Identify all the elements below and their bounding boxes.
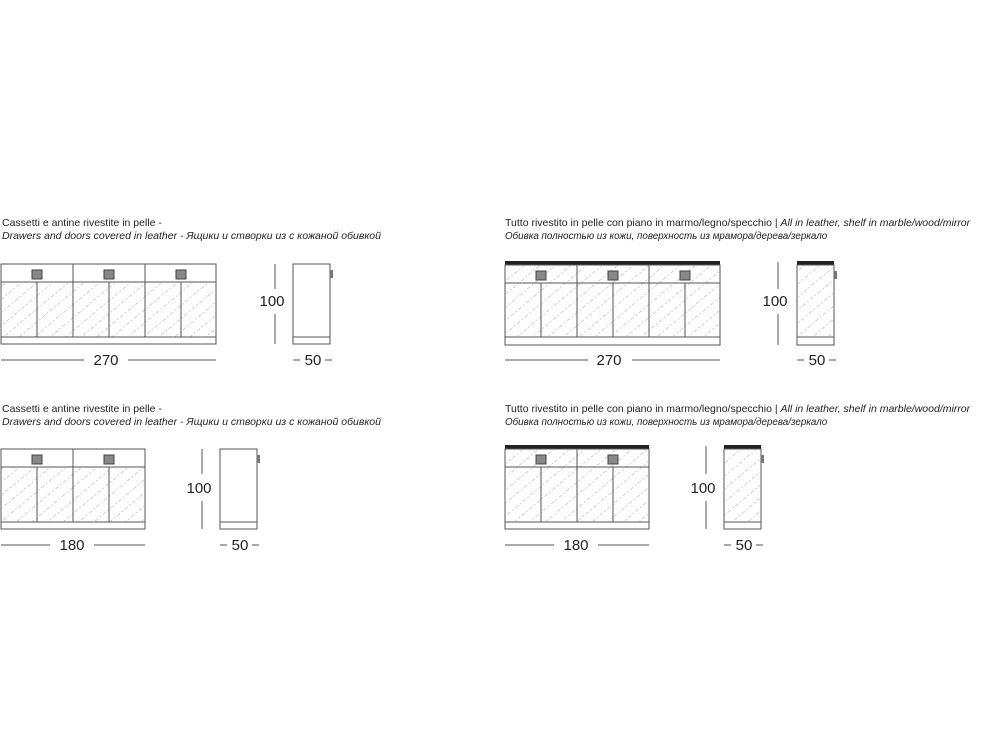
depth-dimension	[797, 352, 836, 369]
width-dimension	[505, 352, 720, 369]
width-label: 180	[59, 537, 85, 554]
drawer-handle-icon	[536, 455, 546, 464]
side-handle-icon	[257, 455, 260, 463]
sideboard-180-front-view	[1, 449, 145, 529]
caption-italic: All in leather, shelf in marble/wood/mirror	[780, 217, 971, 229]
drawer-handle-icon	[32, 455, 42, 464]
caption-line-1: Cassetti e antine rivestite in pelle -	[2, 403, 162, 415]
depth-dimension	[220, 537, 259, 554]
width-label: 270	[596, 352, 622, 369]
sideboard-270-leather-side-view	[797, 261, 837, 345]
drawer-handle-icon	[104, 270, 114, 279]
height-dimension	[186, 449, 211, 529]
height-label: 100	[186, 480, 212, 497]
depth-label: 50	[231, 537, 249, 554]
width-label: 270	[93, 352, 119, 369]
caption-line-2: Обивка полностью из кожи, поверхность из мрамора/дерева/зеркало	[505, 231, 828, 242]
side-handle-icon	[761, 455, 764, 463]
depth-label: 50	[304, 352, 322, 369]
sideboard-180-leather-side-view	[724, 445, 764, 529]
caption-plain: Tutto rivestito in pelle con piano in marmo/legno/specchio |	[505, 403, 781, 415]
depth-dimension	[724, 537, 763, 554]
sideboard-180-leather-front-view	[505, 445, 649, 529]
depth-dimension	[293, 352, 332, 369]
height-label: 100	[690, 480, 716, 497]
drawer-handle-icon	[104, 455, 114, 464]
caption-line-1: Cassetti e antine rivestite in pelle -	[2, 217, 162, 229]
depth-label: 50	[808, 352, 826, 369]
caption-line-2: Обивка полностью из кожи, поверхность из мрамора/дерева/зеркало	[505, 417, 828, 428]
drawer-handle-icon	[608, 271, 618, 280]
height-label: 100	[762, 293, 788, 310]
width-dimension	[505, 537, 649, 554]
drawer-handle-icon	[32, 270, 42, 279]
drawer-handle-icon	[680, 271, 690, 280]
caption-line-2: Drawers and doors covered in leather - Ящики и створки из с кожаной обивкой	[2, 416, 381, 428]
height-dimension	[690, 446, 715, 529]
width-label: 180	[563, 537, 589, 554]
depth-label: 50	[735, 537, 753, 554]
drawer-handle-icon	[176, 270, 186, 279]
side-handle-icon	[330, 270, 333, 278]
height-dimension	[762, 262, 787, 345]
width-dimension	[1, 352, 216, 369]
width-dimension	[1, 537, 145, 554]
sideboard-270-leather-front-view	[505, 261, 720, 345]
caption-line-2: Drawers and doors covered in leather - Ящики и створки из с кожаной обивкой	[2, 230, 381, 242]
drawer-handle-icon	[536, 271, 546, 280]
sideboard-180-side-view	[220, 449, 260, 529]
caption-plain: Tutto rivestito in pelle con piano in marmo/legno/specchio |	[505, 217, 781, 229]
caption-italic: All in leather, shelf in marble/wood/mirror	[780, 403, 971, 415]
drawer-handle-icon	[608, 455, 618, 464]
height-label: 100	[259, 293, 285, 310]
sideboard-270-side-view	[293, 264, 333, 344]
sideboard-270-front-view	[1, 264, 216, 344]
height-dimension	[259, 264, 284, 344]
side-handle-icon	[834, 271, 837, 279]
